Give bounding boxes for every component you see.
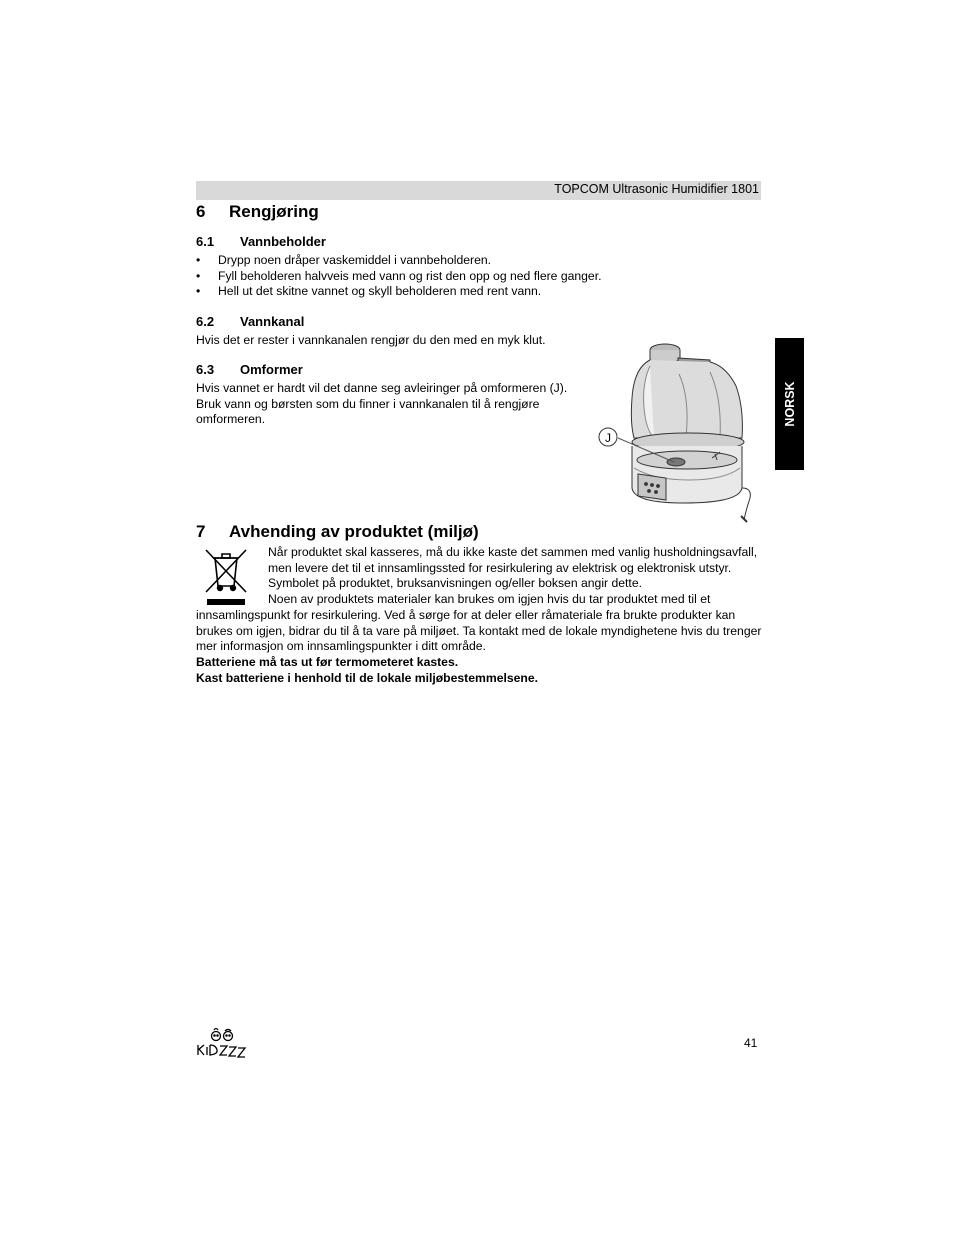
language-tab	[775, 338, 804, 470]
section-6-2-number: 6.2	[196, 314, 215, 329]
section-7-heading	[196, 522, 479, 542]
list-item: • Drypp noen dråper vaskemiddel i vannbeholderen.	[196, 253, 601, 269]
figure-callout-label: J	[605, 431, 611, 445]
disposal-paragraph-2: Noen av produktets materialer kan brukes om igjen hvis du tar produktet med til et innsamlingspunkt for resirkulering. Ved å sørge for at deler eller råmateriale fra brukte produkter kan brukes om igjen, bidrar du til å ta vare på miljøet. Ta kontakt med de lokale myndighetene hvis du trenger mer informasjon om innsamlingspunkter i ditt område.	[196, 592, 762, 654]
text-line: Bruk vann og børsten som du finner i vannkanalen til å rengjøre	[196, 396, 540, 411]
disposal-text	[196, 545, 762, 686]
section-6-3-text	[196, 381, 586, 428]
section-6-2-title: Vannkanal	[240, 314, 305, 329]
header-title: TOPCOM Ultrasonic Humidifier 1801	[554, 182, 759, 196]
humidifier-illustration	[594, 338, 764, 523]
list-item: • Fyll beholderen halvveis med vann og rist den opp og ned flere ganger.	[196, 269, 601, 285]
section-6-number: 6	[196, 202, 206, 221]
language-tab-label: NORSK	[782, 381, 797, 427]
section-7-title: Avhending av produktet (miljø)	[229, 522, 479, 541]
header-bar	[196, 181, 761, 200]
section-6-3-heading	[196, 362, 303, 377]
list-item: • Hell ut det skitne vannet og skyll beholderen med rent vann.	[196, 284, 601, 300]
section-6-title: Rengjøring	[229, 202, 319, 221]
section-6-2-text: Hvis det er rester i vannkanalen rengjør du den med en myk klut.	[196, 333, 546, 347]
page-number: 41	[744, 1036, 758, 1050]
section-6-1-title: Vannbeholder	[240, 234, 326, 249]
section-7-number: 7	[196, 522, 206, 541]
text-line: Hvis vannet er hardt vil det danne seg avleiringer på omformeren (J).	[196, 381, 568, 395]
section-6-3-title: Omformer	[240, 362, 303, 377]
disposal-paragraph-1: Når produktet skal kasseres, må du ikke kaste det sammen med vanlig husholdningsavfall, men levere det til et innsamlingssted for resirkulering av elektrisk og elektronisk utstyr. Symbolet på produktet, bruksanvisningen og/eller boksen angir dette.	[268, 545, 758, 591]
section-6-2-heading	[196, 314, 304, 329]
text-line: omformeren.	[196, 412, 266, 427]
section-6-1-heading	[196, 234, 326, 249]
section-6-heading	[196, 202, 319, 222]
section-6-1-number: 6.1	[196, 234, 215, 249]
kidzzz-logo	[196, 1027, 248, 1059]
section-6-3-number: 6.3	[196, 362, 215, 377]
battery-disposal-note: Kast batteriene i henhold til de lokale miljøbestemmelsene.	[196, 670, 539, 685]
cleaning-steps-list	[196, 253, 601, 300]
battery-removal-note: Batteriene må tas ut før termometeret kastes.	[196, 654, 459, 669]
